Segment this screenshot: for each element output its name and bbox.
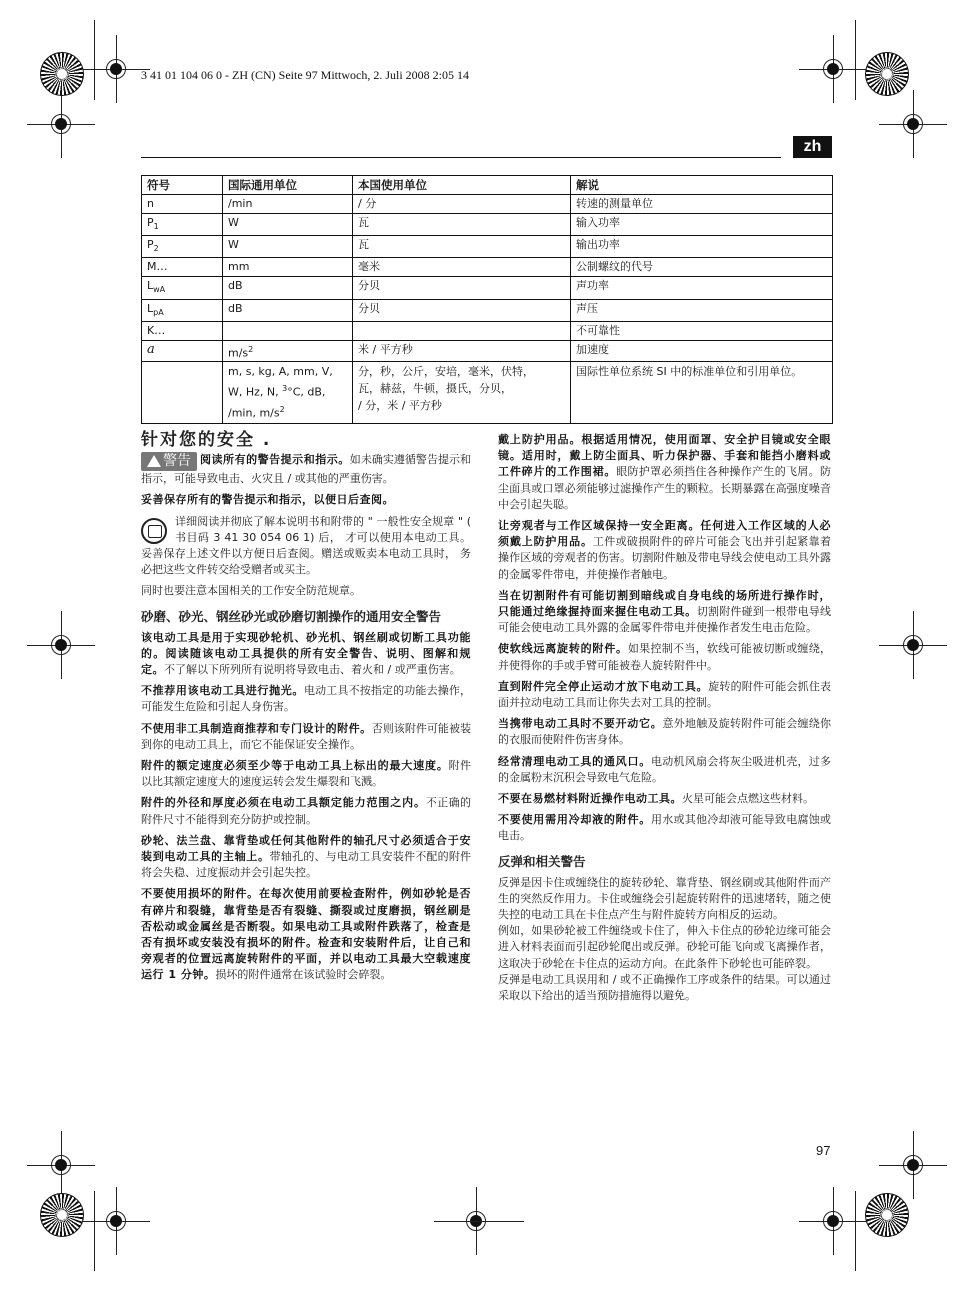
body-text: 不正确的附件尺寸不能得到充分防护或控制。: [141, 796, 472, 826]
color-rosette-top-right: [865, 52, 909, 96]
body-paragraph: 例如，如果砂轮被工件缠绕或卡住了，伸入卡住点的砂轮边缘可能会进入材料表面而引起砂轮爬出或反弹。砂轮可能飞向或飞离操作者，这取决于砂轮在卡住点的运动方向。在此条件下砂轮也可能碎裂。: [498, 924, 831, 970]
safety-item: [498, 588, 831, 637]
body-text: 眼防护罩必须挡住各种操作产生的飞屑。防尘面具或口罩必须能够过滤操作产生的颗粒。长期暴露在高强度噪音中会引起失聪。: [498, 465, 832, 511]
bold-lead: 直到附件完全停止运动才放下电动工具。: [498, 679, 709, 693]
intl-unit-cell: W: [223, 236, 353, 258]
table-row: [142, 299, 833, 321]
symbol-cell: [142, 321, 223, 340]
safety-item: [498, 641, 831, 673]
body-text: 详细阅读并彻底了解本说明书和附带的 " 一般性安全规章 " ( 书目码 3 41 30 054 06 1) 后， 才可以使用本电动工具。妥善保存上述文件以方便日后查阅。赠送或贩卖本电动工具时， 务必把这些文件转交给受赠者或买主。: [141, 514, 471, 577]
safety-item: [141, 630, 471, 679]
intl-unit-superscript: 3: [282, 384, 288, 394]
table-row: [142, 214, 833, 236]
bold-lead: 阅读所有的警告提示和指示。: [200, 453, 350, 467]
warning-badge-label: 警告: [163, 453, 191, 470]
local-unit-cell: [353, 362, 571, 423]
safety-item: [141, 886, 471, 983]
local-unit-cell: 瓦: [353, 214, 571, 236]
warning-triangle-icon: [147, 455, 161, 467]
description-cell: 声压: [571, 299, 833, 321]
bold-lead: 戴上防护用品。根据适用情况，使用面罩、安全护目镜或安全眼镜。适用时，戴上防尘面具、听力保护器、手套和能挡小磨料或工件碎片的工作围裙。: [498, 433, 831, 479]
symbol-cell: [142, 236, 223, 258]
bold-lead: 不要在易燃材料附近操作电动工具。: [498, 792, 682, 806]
left-column: [141, 432, 471, 989]
bold-lead: 当携带电动工具时不要开动它。: [498, 717, 663, 731]
color-rosette-top-left: [40, 52, 84, 96]
body-text: 如未确实遵循警告提示和指示，可能导致电击、火灾且 / 或其他的严重伤害。: [141, 453, 472, 486]
symbol-text: K…: [147, 323, 166, 337]
bold-lead: 使软线远离旋转的附件。: [498, 642, 628, 656]
crop-mark: [434, 1221, 524, 1222]
body-text: 意外地触及旋转附件可能会缠绕你的衣服而使附件伤害身体。: [498, 717, 831, 747]
symbol-subscript: wA: [153, 285, 166, 295]
crop-mark: [855, 1191, 856, 1271]
body-text: 旋转的附件可能会抓住表面并拉动电动工具而让你失去对工具的控制。: [498, 679, 832, 710]
intl-unit-cell: /min: [223, 195, 353, 214]
local-unit-line: 分，秒，公斤，安培，毫米，伏特，: [358, 365, 534, 379]
symbol-cell: [142, 277, 223, 299]
intl-unit-superscript: 2: [248, 344, 254, 354]
local-unit-cell: 分贝: [353, 277, 571, 299]
symbol-subscript: pA: [153, 307, 164, 317]
body-text: 电动机风扇会将灰尘吸进机壳，过多的金属粉末沉积会导致电气危险。: [498, 754, 832, 784]
bold-lead: 附件的外径和厚度必须在电动工具额定能力范围之内。: [141, 796, 426, 810]
safety-item: [141, 833, 471, 882]
section-heading: 砂磨、砂光、钢丝砂光或砂磨切割操作的通用安全警告: [141, 608, 442, 624]
table-row: [142, 236, 833, 258]
table-row: [142, 340, 833, 362]
local-unit-line: / 分，米 / 平方秒: [358, 399, 442, 413]
local-unit-cell: / 分: [353, 195, 571, 214]
safety-item: [498, 679, 831, 711]
symbol-text: L: [147, 301, 154, 315]
table-row: [142, 321, 833, 340]
intl-unit-line: W, Hz, N,: [228, 386, 283, 400]
table-header: 解说: [571, 176, 833, 195]
body-text: 切割附件碰到一根带电导线可能会使电动工具外露的金属零件带电并使操作者发生电击危险。: [498, 605, 832, 635]
symbol-text: a: [147, 341, 155, 357]
intl-unit-cell: mm: [223, 258, 353, 277]
body-paragraph: 反弹是电动工具误用和 / 或不正确操作工序或条件的结果。可以通过采取以下给出的适当预防措施得以避免。: [498, 972, 831, 1003]
intl-unit-line: /min, m/s: [228, 406, 280, 420]
crop-mark: [94, 20, 95, 100]
safety-item: [498, 812, 831, 844]
symbol-cell: [142, 362, 223, 423]
intl-unit-line: °C, dB,: [287, 386, 326, 400]
units-table: [141, 175, 833, 424]
symbol-cell: [142, 340, 223, 362]
body-text: 如果控制不当，软线可能被切断或缠绕，并使得你的手或手臂可能被卷人旋转附件中。: [498, 642, 832, 672]
bold-lead: 不要使用损坏的附件。在每次使用前要检查附件，例如砂轮是否有碎片和裂缝，靠背垫是否有裂缝、撕裂或过度磨损，钢丝刷是否松动或金属丝是否断裂。如果电动工具或附件跌落了，检查是否有损坏或安装没有损坏的附件。检查和安装附件后，让自己和旁观者的位置远离旋转附件的平面，并以电动工具最大空载速度运行 1 分钟。: [141, 887, 471, 982]
table-header: 符号: [142, 176, 223, 195]
table-header: 国际通用单位: [223, 176, 353, 195]
table-header-row: [142, 176, 833, 195]
warning-paragraph: [141, 452, 471, 487]
body-text: 用水或其他冷却液可能导致电腐蚀或电击。: [498, 813, 832, 843]
bold-lead: 该电动工具是用于实现砂轮机、砂光机、钢丝刷或切断工具功能的。阅读随该电动工具提供的所有安全警告、说明、图解和规定。: [141, 630, 471, 677]
symbol-cell: [142, 299, 223, 321]
description-cell: 输出功率: [571, 236, 833, 258]
description-cell: 公制螺纹的代号: [571, 258, 833, 277]
local-unit-cell: 毫米: [353, 258, 571, 277]
page-number: 97: [816, 1143, 831, 1158]
body-paragraph: 同时也要注意本国相关的工作安全防范规章。: [141, 584, 361, 598]
symbol-text: L: [147, 279, 154, 293]
bold-paragraph: 妥善保存所有的警告提示和指示，以便日后查阅。: [141, 493, 394, 507]
color-rosette-bottom-left: [40, 1193, 84, 1237]
safety-item: [141, 721, 471, 753]
intl-unit-line: m, s, kg, A, mm, V,: [228, 365, 333, 379]
intl-unit-cell: dB: [223, 277, 353, 299]
description-cell: 国际性单位系统 SI 中的标准单位和引用单位。: [571, 362, 833, 423]
bold-lead: 不使用非工具制造商推荐和专门设计的附件。: [141, 721, 372, 735]
warning-badge: [141, 452, 197, 471]
body-text: 损坏的附件通常在该试验时会碎裂。: [215, 968, 392, 982]
symbol-text: n: [147, 197, 154, 210]
body-text: 附件以比其额定速度大的速度运转会发生爆裂和飞溅。: [141, 759, 472, 789]
safety-item: [498, 754, 831, 786]
safety-item: [141, 795, 471, 827]
symbol-text: M…: [147, 260, 168, 274]
intl-unit-cell: [223, 362, 353, 423]
intl-unit-text: m/s: [228, 346, 249, 360]
bold-lead: 当在切割附件有可能切割到暗线或自身电线的场所进行操作时，只能通过绝缘握持面来握住电动工具。: [498, 588, 831, 619]
body-text: 工件或破损附件的碎片可能会飞出并引起紧靠着操作区域的旁观者的伤害。切割附件触及带电导线会使电动工具外露的金属零件带电，并使操作者触电。: [498, 535, 832, 581]
table-row: [142, 277, 833, 299]
intl-unit-cell: W: [223, 214, 353, 236]
symbol-cell: [142, 214, 223, 236]
safety-item: [498, 518, 831, 583]
header-rule: [141, 157, 781, 158]
symbol-subscript: 1: [153, 222, 159, 232]
symbol-subscript: 2: [153, 244, 159, 254]
body-paragraph: 反弹是因卡住或缠绕住的旋转砂轮、靠背垫、钢丝刷或其他附件而产生的突然反作用力。卡住或缠绕会引起旋转附件的迅速堵转，随之使失控的电动工具在卡住点产生与附件旋转方向相反的运动。: [498, 875, 831, 922]
safety-item: [141, 758, 471, 790]
body-text: 否则该附件可能被装到你的电动工具上，而它不能保证安全操作。: [141, 721, 472, 751]
bold-lead: 不要使用需用冷却液的附件。: [498, 813, 651, 827]
body-text: 不了解以下所列所有说明将导致电击、着火和 / 或严重伤害。: [164, 663, 461, 677]
local-unit-cell: 瓦: [353, 236, 571, 258]
table-row: [142, 258, 833, 277]
symbol-cell: [142, 258, 223, 277]
intl-unit-cell: [223, 321, 353, 340]
bold-lead: 砂轮、法兰盘、靠背垫或任何其他附件的轴孔尺寸必须适合于安装到电动工具的主轴上。: [141, 833, 471, 864]
bold-lead: 不推荐用该电动工具进行抛光。: [141, 684, 304, 698]
bold-lead: 让旁观者与工作区域保持一安全距离。任何进入工作区域的人必须戴上防护用品。: [498, 519, 831, 549]
body-text: 电动工具不按指定的功能去操作，可能发生危险和引起人身伤害。: [141, 684, 471, 714]
table-row: [142, 362, 833, 423]
right-column: [498, 432, 831, 1009]
intl-unit-cell: [223, 340, 353, 362]
print-header: 3 41 01 104 06 0 - ZH (CN) Seite 97 Mittwoch, 2. Juli 2008 2:05 14: [141, 68, 469, 82]
local-unit-cell: 米 / 平方秒: [353, 340, 571, 362]
read-manual-icon: [141, 518, 167, 544]
manual-note-paragraph: [141, 514, 471, 579]
color-rosette-bottom-right: [865, 1193, 909, 1237]
safety-item: [498, 791, 831, 807]
local-unit-cell: 分贝: [353, 299, 571, 321]
table-row: [142, 195, 833, 214]
body-text: 带轴孔的、与电动工具安装件不配的附件将会失稳、过度振动并会引起失控。: [141, 850, 472, 880]
safety-item: [498, 716, 831, 748]
crop-mark: [94, 1191, 95, 1271]
description-cell: 加速度: [571, 340, 833, 362]
local-unit-cell: [353, 321, 571, 340]
section-heading: 反弹和相关警告: [498, 853, 586, 869]
description-cell: 输入功率: [571, 214, 833, 236]
intl-unit-cell: dB: [223, 299, 353, 321]
intl-unit-superscript: 2: [279, 405, 285, 415]
local-unit-line: 瓦，赫兹，牛顿，摄氏，分贝，: [358, 382, 512, 396]
symbol-text: P: [147, 238, 154, 252]
symbol-cell: [142, 195, 223, 214]
description-cell: 不可靠性: [571, 321, 833, 340]
section-title: 针对您的安全 .: [141, 430, 272, 450]
safety-item: [141, 683, 471, 715]
table-header: 本国使用单位: [353, 176, 571, 195]
bold-lead: 经常清理电动工具的通风口。: [498, 754, 651, 768]
crop-mark: [855, 20, 856, 100]
bold-lead: 附件的额定速度必须至少等于电动工具上标出的最大速度。: [141, 759, 449, 773]
language-tab: zh: [793, 136, 832, 158]
description-cell: 声功率: [571, 277, 833, 299]
safety-item: [498, 432, 831, 513]
description-cell: 转速的测量单位: [571, 195, 833, 214]
body-text: 火星可能会点燃这些材料。: [682, 792, 814, 806]
symbol-text: P: [147, 216, 154, 229]
